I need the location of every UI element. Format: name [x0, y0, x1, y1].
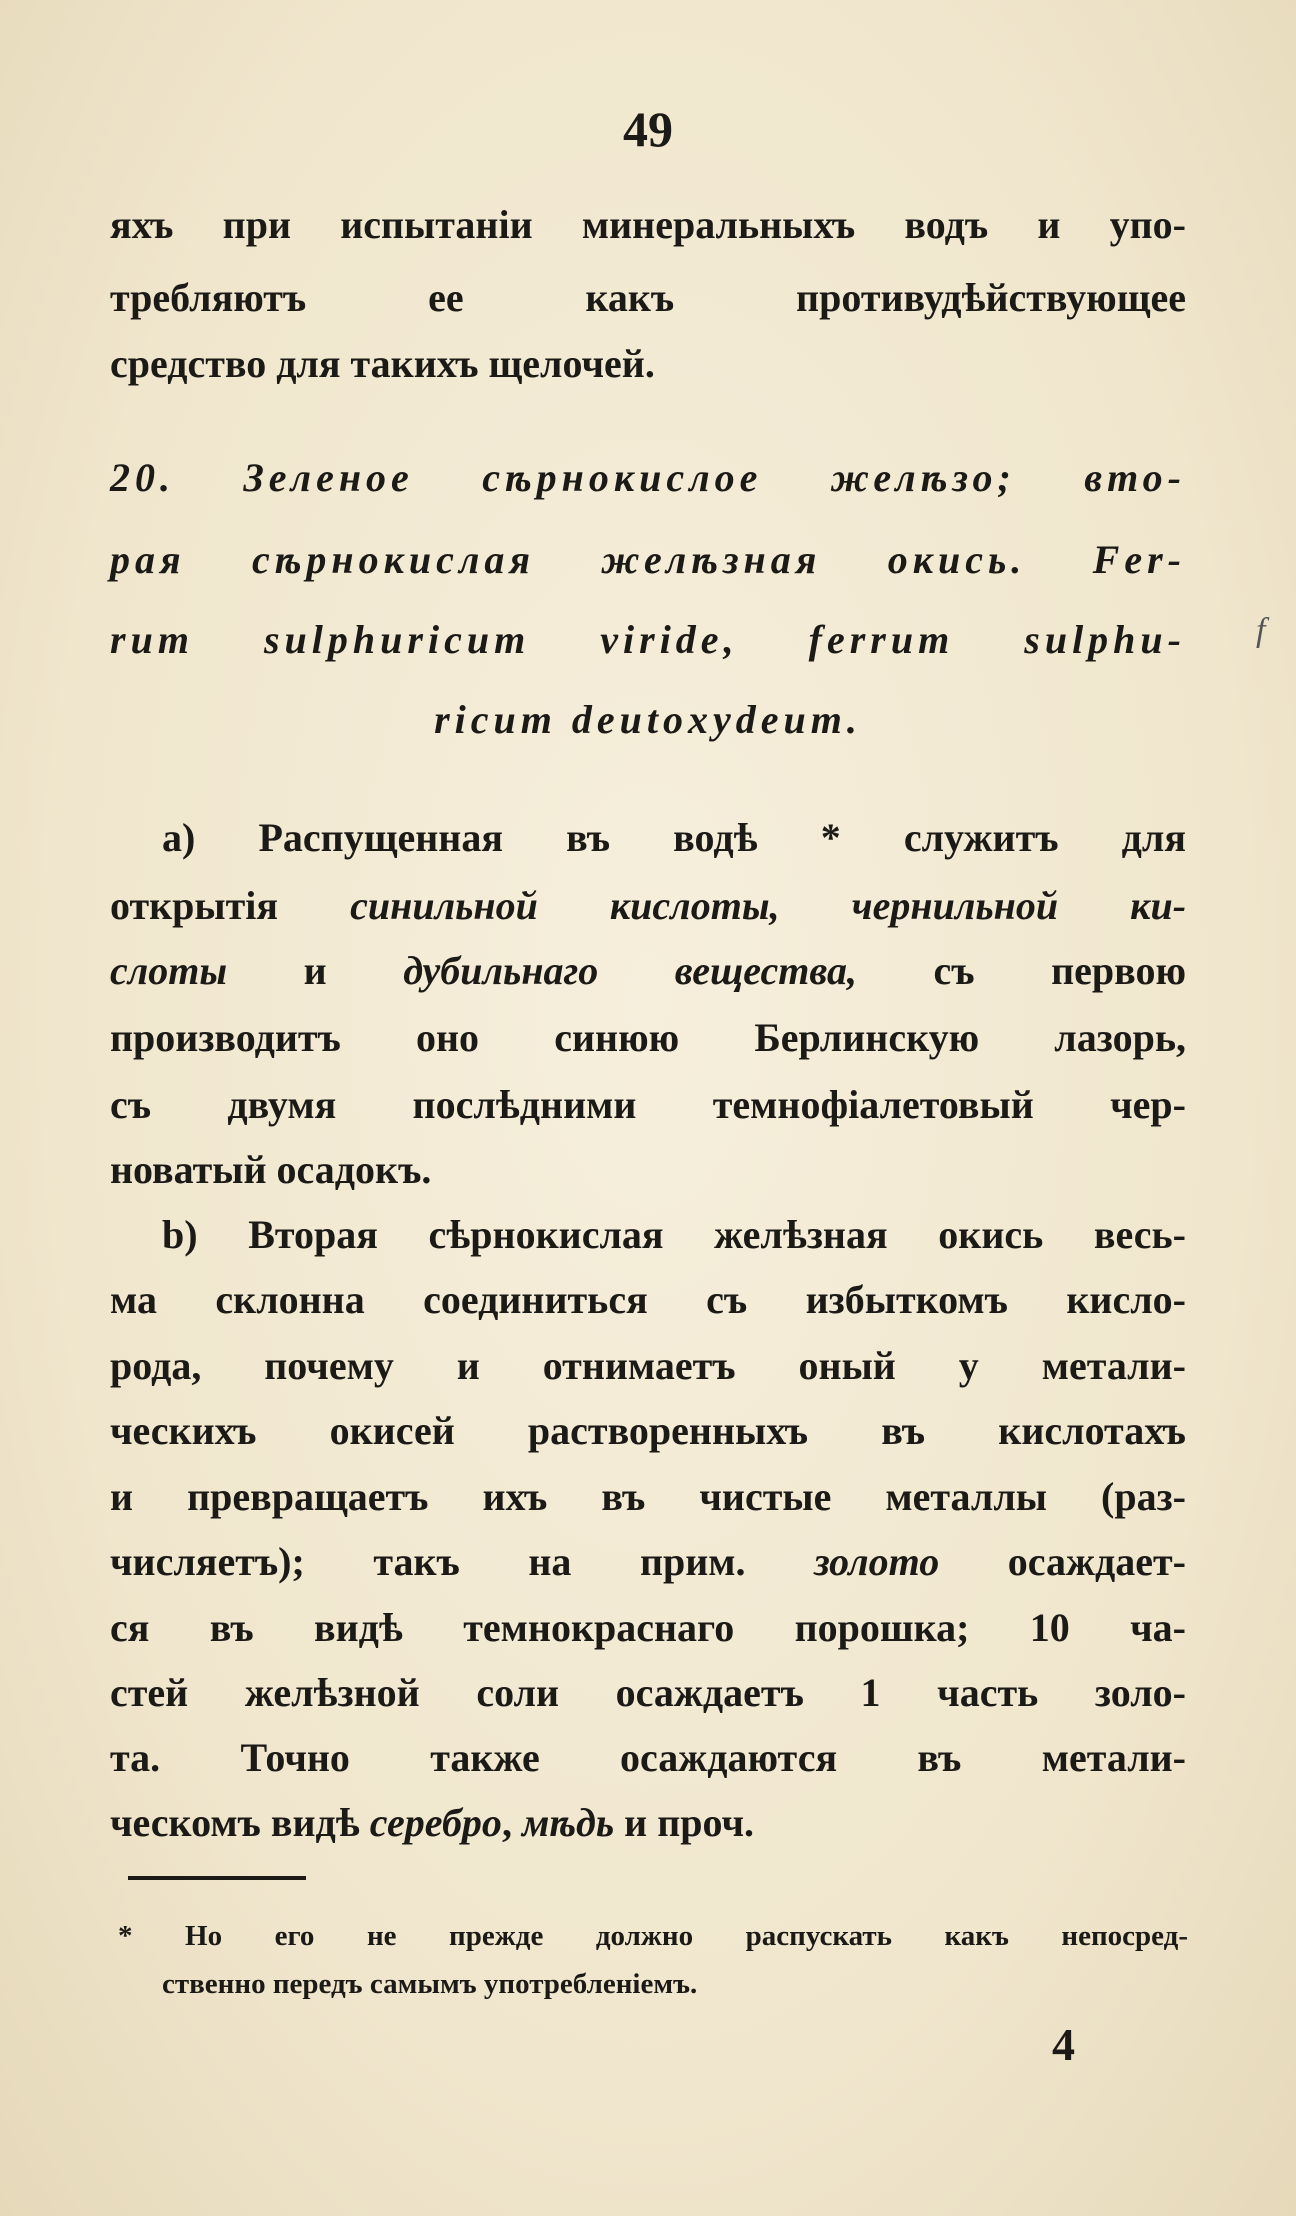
margin-mark: f: [1256, 612, 1266, 649]
text-line: ма склонна соединиться съ избыткомъ кисло-: [110, 1277, 1186, 1322]
heading-line: rum sulphuricum viride, ferrum sulphu-: [110, 617, 1186, 662]
heading-line: 20. Зеленое сѣрнокислое желѣзо; вто-: [110, 455, 1186, 500]
footnote-line: ственно передъ самымъ употребленіемъ.: [162, 1968, 698, 2000]
text-line: средство для такихъ щелочей.: [110, 341, 655, 386]
text-line: ся въ видѣ темнокраснаго порошка; 10 ча-: [110, 1605, 1186, 1650]
text-line: рода, почему и отнимаетъ оный у метали-: [110, 1343, 1186, 1388]
text-line: требляютъ ее какъ противудѣйствующее: [110, 275, 1186, 320]
heading-line: рая сѣрнокислая желѣзная окись. Fer-: [110, 537, 1186, 582]
text-line: съ двумя послѣдними темнофіалетовый чер-: [110, 1082, 1186, 1127]
text-line: ческомъ видѣ серебро, мѣдь и проч.: [110, 1800, 755, 1845]
text-line: ческихъ окисей растворенныхъ въ кислотахъ: [110, 1408, 1186, 1453]
footnote-line: * Но его не прежде должно распускать какъ непосред-: [118, 1920, 1188, 1952]
text-line: производитъ оно синюю Берлинскую лазорь,: [110, 1015, 1186, 1060]
text-line: слоты и дубильнаго вещества, съ первою: [110, 948, 1187, 993]
heading-line: ricum deutoxydeum.: [434, 697, 862, 742]
page-number: 49: [623, 101, 673, 157]
text-line: a) Распущенная въ водѣ * служитъ для: [162, 815, 1186, 860]
text-line: новатый осадокъ.: [110, 1147, 432, 1192]
text-line: и превращаетъ ихъ въ чистые металлы (раз-: [110, 1474, 1186, 1519]
text-line: b) Вторая сѣрнокислая желѣзная окись весь-: [162, 1212, 1186, 1257]
text-line: числяетъ); такъ на прим. золото осаждает-: [110, 1539, 1186, 1584]
text-line: яхъ при испытаніи минеральныхъ водъ и упо-: [110, 202, 1186, 247]
text-line: та. Точно также осаждаются въ метали-: [110, 1735, 1186, 1780]
footnote-divider: [128, 1876, 306, 1880]
text-line: открытія синильной кислоты, чернильной ки-: [110, 883, 1187, 928]
signature-mark: 4: [1052, 2019, 1075, 2070]
text-line: стей желѣзной соли осаждаетъ 1 часть золо-: [110, 1670, 1186, 1715]
